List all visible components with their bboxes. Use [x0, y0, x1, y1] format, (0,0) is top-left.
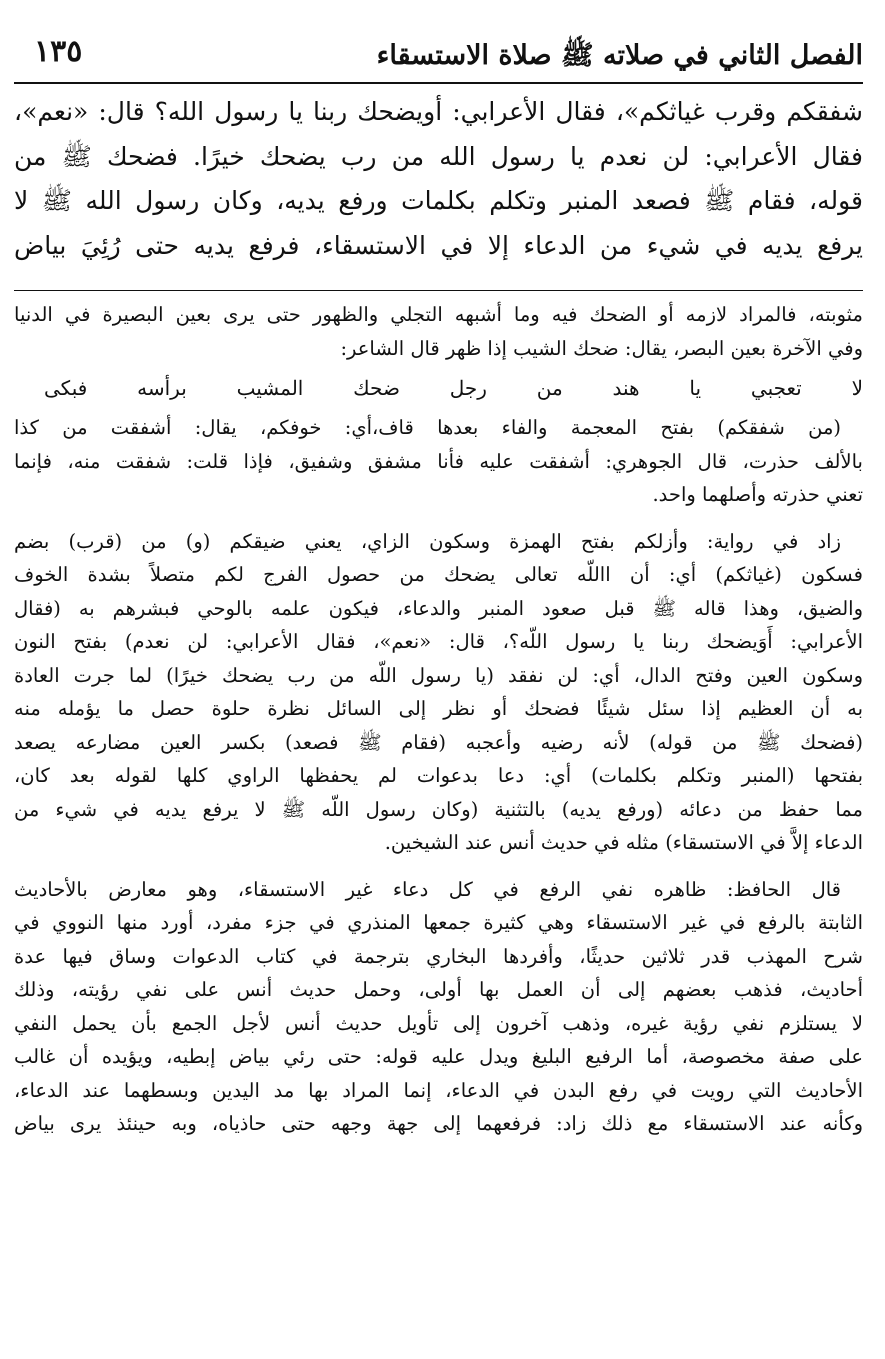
- commentary-line: أحاديث، فذهب بعضهم إلى أن العمل بها أولى، وحمل حديث أنس على نفي رؤيته، وذلك: [14, 978, 863, 1001]
- commentary-line: الأعرابي: أَوَيضحك ربنا يا رسول اللّه؟، قال: «نعم»، فقال الأعرابي: لن نعدم) بفتح النون: [14, 630, 863, 653]
- commentary-line: مما حفظ من دعائه (ورفع يديه) بالتثنية (وكان رسول اللّه ﷺ لا يرفع يديه في شيء من: [14, 797, 863, 821]
- commentary-line: تعني حذرته وأصلهما واحد.: [652, 483, 863, 506]
- paragraph-gap: [14, 860, 863, 873]
- commentary-line: زاد في رواية: وأزلكم بفتح الهمزة وسكون الزاي، يعني ضيقكم (و) من (قرب) بضم: [14, 529, 841, 553]
- commentary-line: وسكون العين وفتح الدال، أي: لن نفقد (يا رسول اللّه من رب يضحك خيرًا) لما جرت العادة: [14, 663, 863, 687]
- commentary-line: على صفة مخصوصة، أما الرفيع البليغ ويدل عليه قوله: حتى رئي بياض إبطيه، ويؤيده أن غالب: [14, 1045, 863, 1068]
- commentary-line: مثوبته، فالمراد لازمه أو الضحك فيه وما أشبهه التجلي والظهور حتى يرى بعين البصيرة في الدنيا: [14, 303, 863, 326]
- commentary-line: به أن العظيم إذا سئل شيئًا فضحك أو نظر إلى السائل نظرة حلوة حصل ما يؤمله منه: [14, 697, 863, 720]
- commentary-line: الدعاء إلاَّ في الاستسقاء) مثله في حديث أنس عند الشيخين.: [384, 831, 863, 854]
- text-divider: [14, 290, 863, 291]
- commentary-text: [14, 298, 863, 1141]
- commentary-line: وكأنه عند الاستسقاء مع ذلك زاد: فرفعهما إلى جهة وجهه حتى حاذياه، وبه حينئذ يرى بياض: [14, 1112, 863, 1135]
- commentary-line: (فضحك ﷺ من قوله) لأنه رضيه وأعجبه (فقام ﷺ فصعد) بكسر العين مضارعه يصعد: [14, 730, 863, 754]
- chapter-title: الفصل الثاني في صلاته ﷺ صلاة الاستسقاء: [376, 40, 863, 71]
- commentary-line: شرح المهذب قدر ثلاثين حديثًا، وأفردها البخاري بترجمة في كتاب الدعوات وساق فيها عدة: [14, 944, 863, 968]
- commentary-line: وفي الآخرة بعين البصر، يقال: ضحك الشيب إذا ظهر قال الشاعر:: [340, 336, 863, 360]
- commentary-line: الثابتة بالرفع في غير الاستسقاء وهي كثيرة جمعها المنذري في جزء مفرد، أورد منها النووي في: [14, 911, 863, 934]
- commentary-line: قال الحافظ: ظاهره نفي الرفع في كل دعاء غير الاستسقاء، وهو معارض بالأحاديث: [14, 877, 841, 901]
- hadith-line: قوله، فقام ﷺ فصعد المنبر وتكلم بكلمات ورفع يديه، وكان رسول الله ﷺ لا: [14, 186, 863, 215]
- hadith-line: فقال الأعرابي: لن نعدم يا رسول الله من رب يضحك خيرًا. فضحك ﷺ من: [14, 141, 863, 171]
- commentary-line: بفتحها (المنبر وتكلم بكلمات) أي: دعا بدعوات لم يحفظها الراوي كلها لقوله بعد كان،: [14, 764, 863, 787]
- commentary-line: بالألف حذرت، قال الجوهري: أشفقت عليه فأنا مشفق وشفيق، فإذا قلت: شفقت منه، فإنما: [14, 449, 863, 473]
- hadith-line: شفقكم وقرب غياثكم»، فقال الأعرابي: أويضحك ربنا يا رسول الله؟ قال: «نعم»،: [14, 97, 863, 126]
- commentary-line: فسكون (غياثكم) أي: أن االلّه تعالى يضحك من حصول الفرج لكم متصلاً بشدة الخوف: [14, 563, 863, 586]
- commentary-line: الأحاديث التي رويت في رفع البدن في الدعاء، إنما المراد بها مد اليدين وبسطهما عند الدعاء،: [14, 1078, 863, 1102]
- hadith-line: يرفع يديه في شيء من الدعاء إلا في الاستسقاء، فرفع يديه حتى رُئِيَ بياض: [14, 230, 863, 260]
- commentary-line: (من شفقكم) بفتح المعجمة والفاء بعدها قاف،أي: خوفكم، يقال: أشفقت من كذا: [14, 416, 841, 439]
- paragraph-gap: [14, 512, 863, 525]
- poetry-verse: لا تعجبي يا هند من رجل ضحك المشيب برأسه فبكى: [44, 376, 863, 400]
- page-header: [14, 30, 863, 84]
- hadith-text: [14, 90, 863, 268]
- commentary-line: لا يستلزم نفي رؤية غيره، وذهب آخرون إلى تأويل حديث أنس لأجل الجمع بأن يحمل النفي: [14, 1011, 863, 1035]
- commentary-line: والضيق، وهذا قاله ﷺ قبل صعود المنبر والدعاء، فيكون علمه بالوحي فبشرهم به (فقال: [14, 596, 863, 620]
- page-number: ١٣٥: [34, 34, 83, 69]
